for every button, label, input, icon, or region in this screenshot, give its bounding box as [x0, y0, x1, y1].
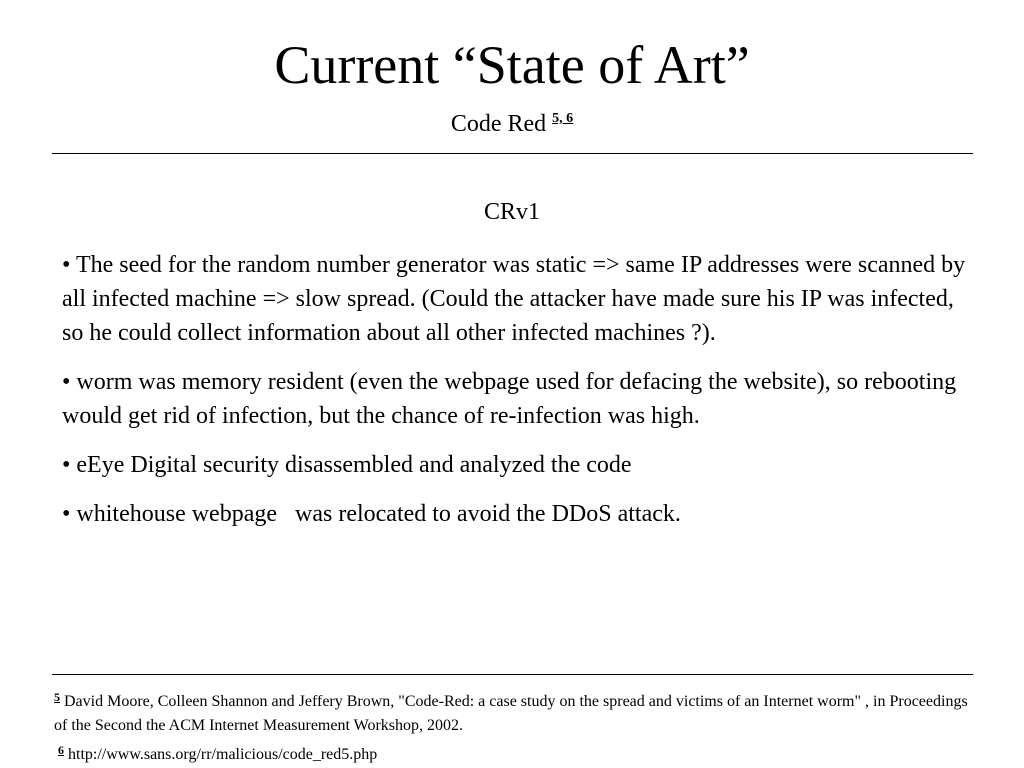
footnote-5 — [54, 685, 974, 738]
top-divider — [52, 153, 973, 154]
bullet-item: • whitehouse webpage was relocated to avoid the DDoS attack. — [62, 501, 681, 527]
footnote-link[interactable]: http://www.sans.org/rr/malicious/code_red5.php — [68, 746, 378, 763]
bullet-list — [62, 248, 972, 546]
slide-subtitle — [0, 104, 1024, 139]
bullet-item: • The seed for the random number generator was static => same IP addresses were scanned by all infected machine => slow spread. (Could the attacker have made sure his IP was infected, so he could collect information about all other infected machines ?). — [62, 252, 966, 346]
footnote-divider — [52, 674, 973, 675]
subtitle-reference-numbers: 5, 6 — [552, 111, 574, 126]
slide-title: Current “State of Art” — [274, 35, 750, 95]
footnotes — [54, 685, 974, 767]
footnote-number: 6 — [58, 743, 64, 757]
footnote-6 — [54, 738, 974, 767]
section-heading: CRv1 — [483, 199, 540, 225]
footnote-number: 5 — [54, 690, 60, 704]
bullet-item: • eEye Digital security disassembled and analyzed the code — [62, 452, 632, 478]
subtitle-text: Code Red — [450, 111, 547, 137]
bullet-item: • worm was memory resident (even the webpage used for defacing the website), so rebooting would get rid of infection, but the chance of re-infection was high. — [62, 369, 957, 429]
footnote-text: David Moore, Colleen Shannon and Jeffery Brown, "Code-Red: a case study on the spread and victims of an Internet worm" , in Proceedings of the Second the ACM Internet Measurement Workshop, 2002. — [54, 693, 968, 734]
